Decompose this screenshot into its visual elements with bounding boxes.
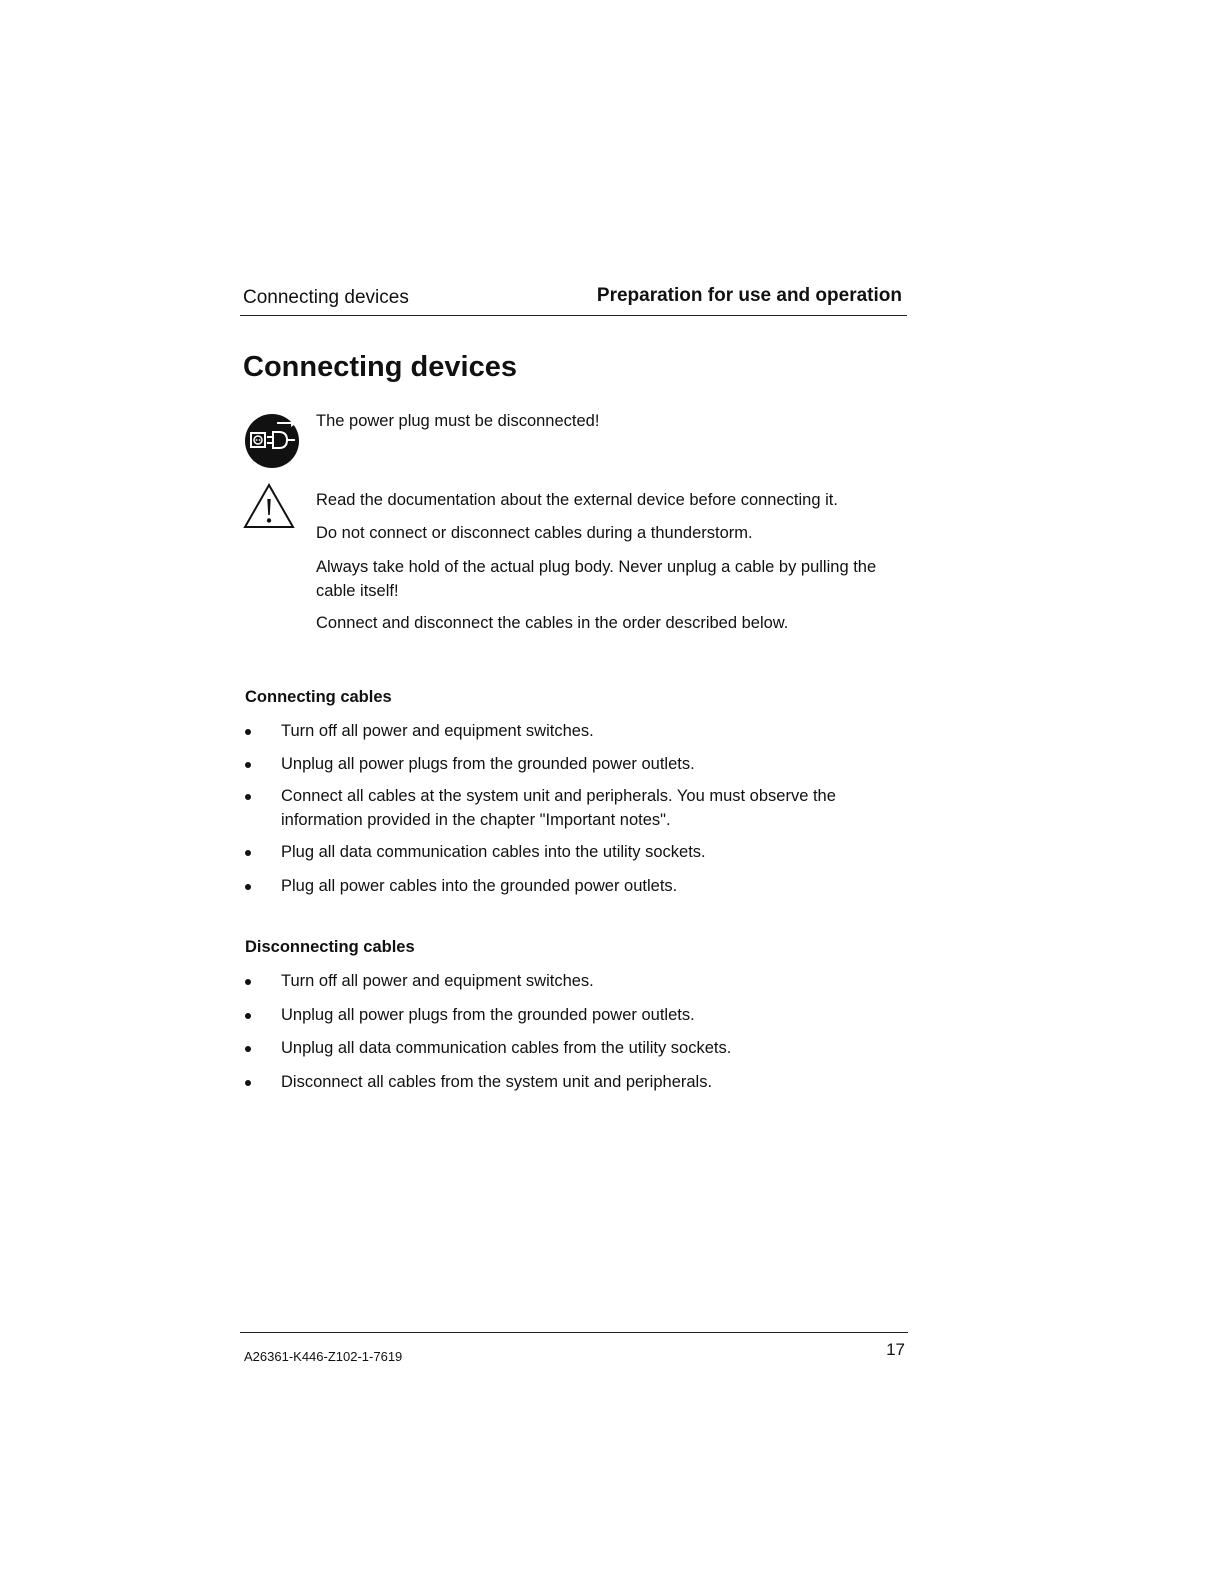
bullet-icon bbox=[245, 1046, 251, 1052]
footer-divider bbox=[240, 1332, 908, 1333]
header-divider bbox=[240, 315, 907, 316]
list-item: Unplug all power plugs from the grounded power outlets. bbox=[245, 1003, 905, 1027]
bullet-icon bbox=[245, 729, 251, 735]
warning-note-2: Do not connect or disconnect cables during a thunderstorm. bbox=[316, 524, 753, 542]
warning-note-1: Read the documentation about the external device before connecting it. bbox=[316, 491, 838, 509]
disconnecting-cables-heading: Disconnecting cables bbox=[245, 938, 415, 956]
bullet-icon bbox=[245, 1013, 251, 1019]
header-section-title: Connecting devices bbox=[243, 287, 409, 308]
list-item: Disconnect all cables from the system unit and peripherals. bbox=[245, 1070, 905, 1094]
list-item: Turn off all power and equipment switches. bbox=[245, 719, 905, 743]
connecting-cables-heading: Connecting cables bbox=[245, 688, 392, 706]
list-item: Unplug all power plugs from the grounded power outlets. bbox=[245, 752, 905, 776]
list-item: Unplug all data communication cables from the utility sockets. bbox=[245, 1036, 905, 1060]
page-number: 17 bbox=[886, 1340, 905, 1359]
list-item: Connect all cables at the system unit and peripherals. You must observe the information provided in the chapter "Important notes". bbox=[245, 784, 905, 832]
list-item: Plug all power cables into the grounded power outlets. bbox=[245, 874, 905, 898]
power-plug-note: The power plug must be disconnected! bbox=[316, 412, 600, 430]
warning-triangle-icon bbox=[243, 482, 295, 530]
bullet-icon bbox=[245, 884, 251, 890]
document-code: A26361-K446-Z102-1-7619 bbox=[244, 1349, 403, 1364]
page-title: Connecting devices bbox=[243, 351, 517, 383]
header-chapter-title: Preparation for use and operation bbox=[596, 285, 902, 306]
bullet-icon bbox=[245, 762, 251, 768]
warning-note-4: Connect and disconnect the cables in the order described below. bbox=[316, 614, 789, 632]
bullet-icon bbox=[245, 1080, 251, 1086]
warning-note-3: Always take hold of the actual plug body. Never unplug a cable by pulling the cable itself! bbox=[316, 558, 877, 600]
bullet-icon bbox=[245, 850, 251, 856]
power-plug-disconnect-icon bbox=[243, 411, 301, 469]
bullet-icon bbox=[245, 979, 251, 985]
bullet-icon bbox=[245, 794, 251, 800]
list-item: Plug all data communication cables into the utility sockets. bbox=[245, 840, 905, 864]
list-item: Turn off all power and equipment switches. bbox=[245, 969, 905, 993]
